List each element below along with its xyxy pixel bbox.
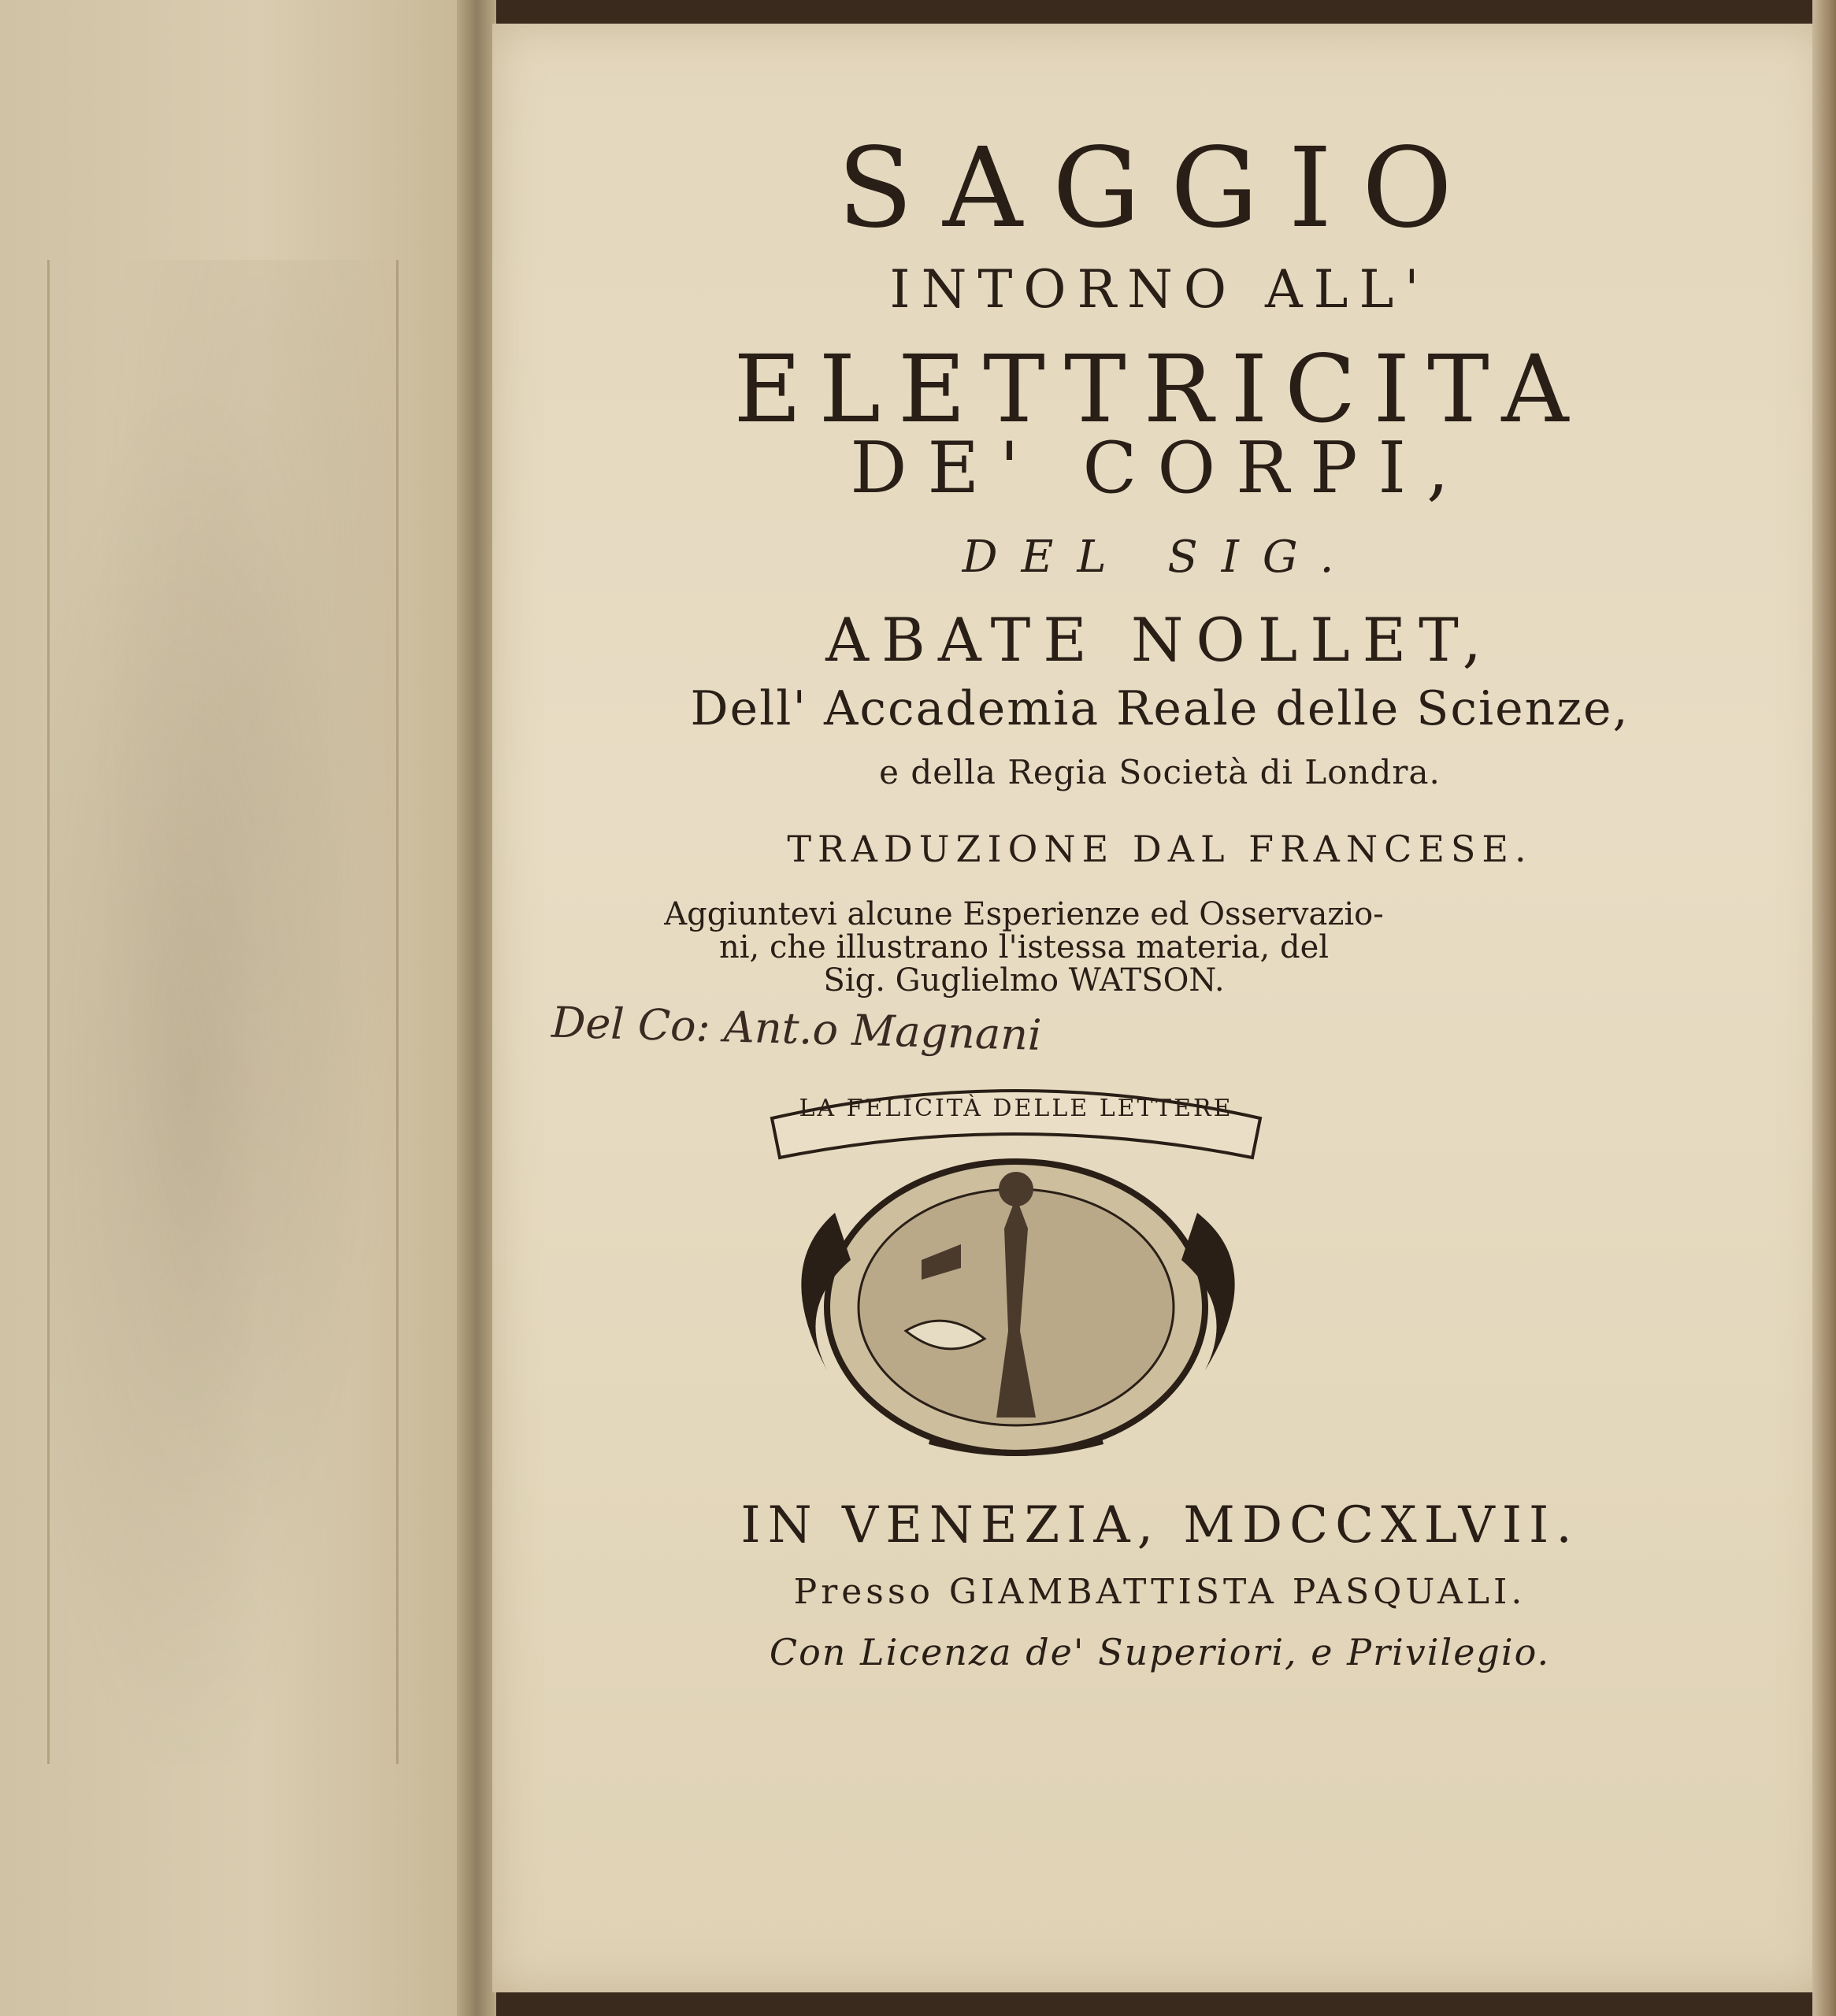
figure-head	[999, 1172, 1033, 1206]
author-name: ABATE NOLLET,	[825, 605, 1494, 675]
left-page	[0, 0, 473, 2016]
imprint-place-date: IN VENEZIA, MDCCXLVII.	[740, 1496, 1579, 1555]
device-motto: LA FELICITÀ DELLE LETTERE	[799, 1095, 1233, 1122]
printers-device	[725, 1071, 1307, 1465]
faded-frontispiece-plate	[47, 260, 399, 1764]
author-affiliation-2: e della Regia Società di Londra.	[879, 753, 1441, 791]
title-line-del-sig: DEL SIG.	[962, 532, 1358, 583]
handwritten-ownership-note: Del Co: Ant.o Magnani	[551, 997, 1043, 1060]
author-affiliation-1: Dell' Accademia Reale delle Scienze,	[690, 681, 1630, 736]
additions-line-2: ni, che illustrano l'istessa materia, del	[718, 929, 1330, 965]
imprint-license: Con Licenza de' Superiori, e Privilegio.	[769, 1631, 1551, 1673]
title-line-elettricita: ELETTRICITA	[733, 335, 1586, 443]
translation-note: TRADUZIONE DAL FRANCESE.	[787, 828, 1533, 870]
printers-device-engraving	[725, 1071, 1307, 1465]
title-line-saggio: SAGGIO	[837, 124, 1482, 253]
title-line-intorno: INTORNO ALL'	[889, 259, 1430, 320]
additions-line-1: Aggiuntevi alcune Esperienze ed Osservazio-	[664, 896, 1384, 932]
additions-paragraph	[591, 898, 1457, 997]
imprint-printer: Presso GIAMBATTISTA PASQUALI.	[793, 1572, 1526, 1612]
title-line-corpi: DE' CORPI,	[850, 427, 1470, 510]
book-gutter	[457, 0, 496, 2016]
additions-line-3: Sig. Guglielmo WATSON.	[823, 962, 1225, 999]
